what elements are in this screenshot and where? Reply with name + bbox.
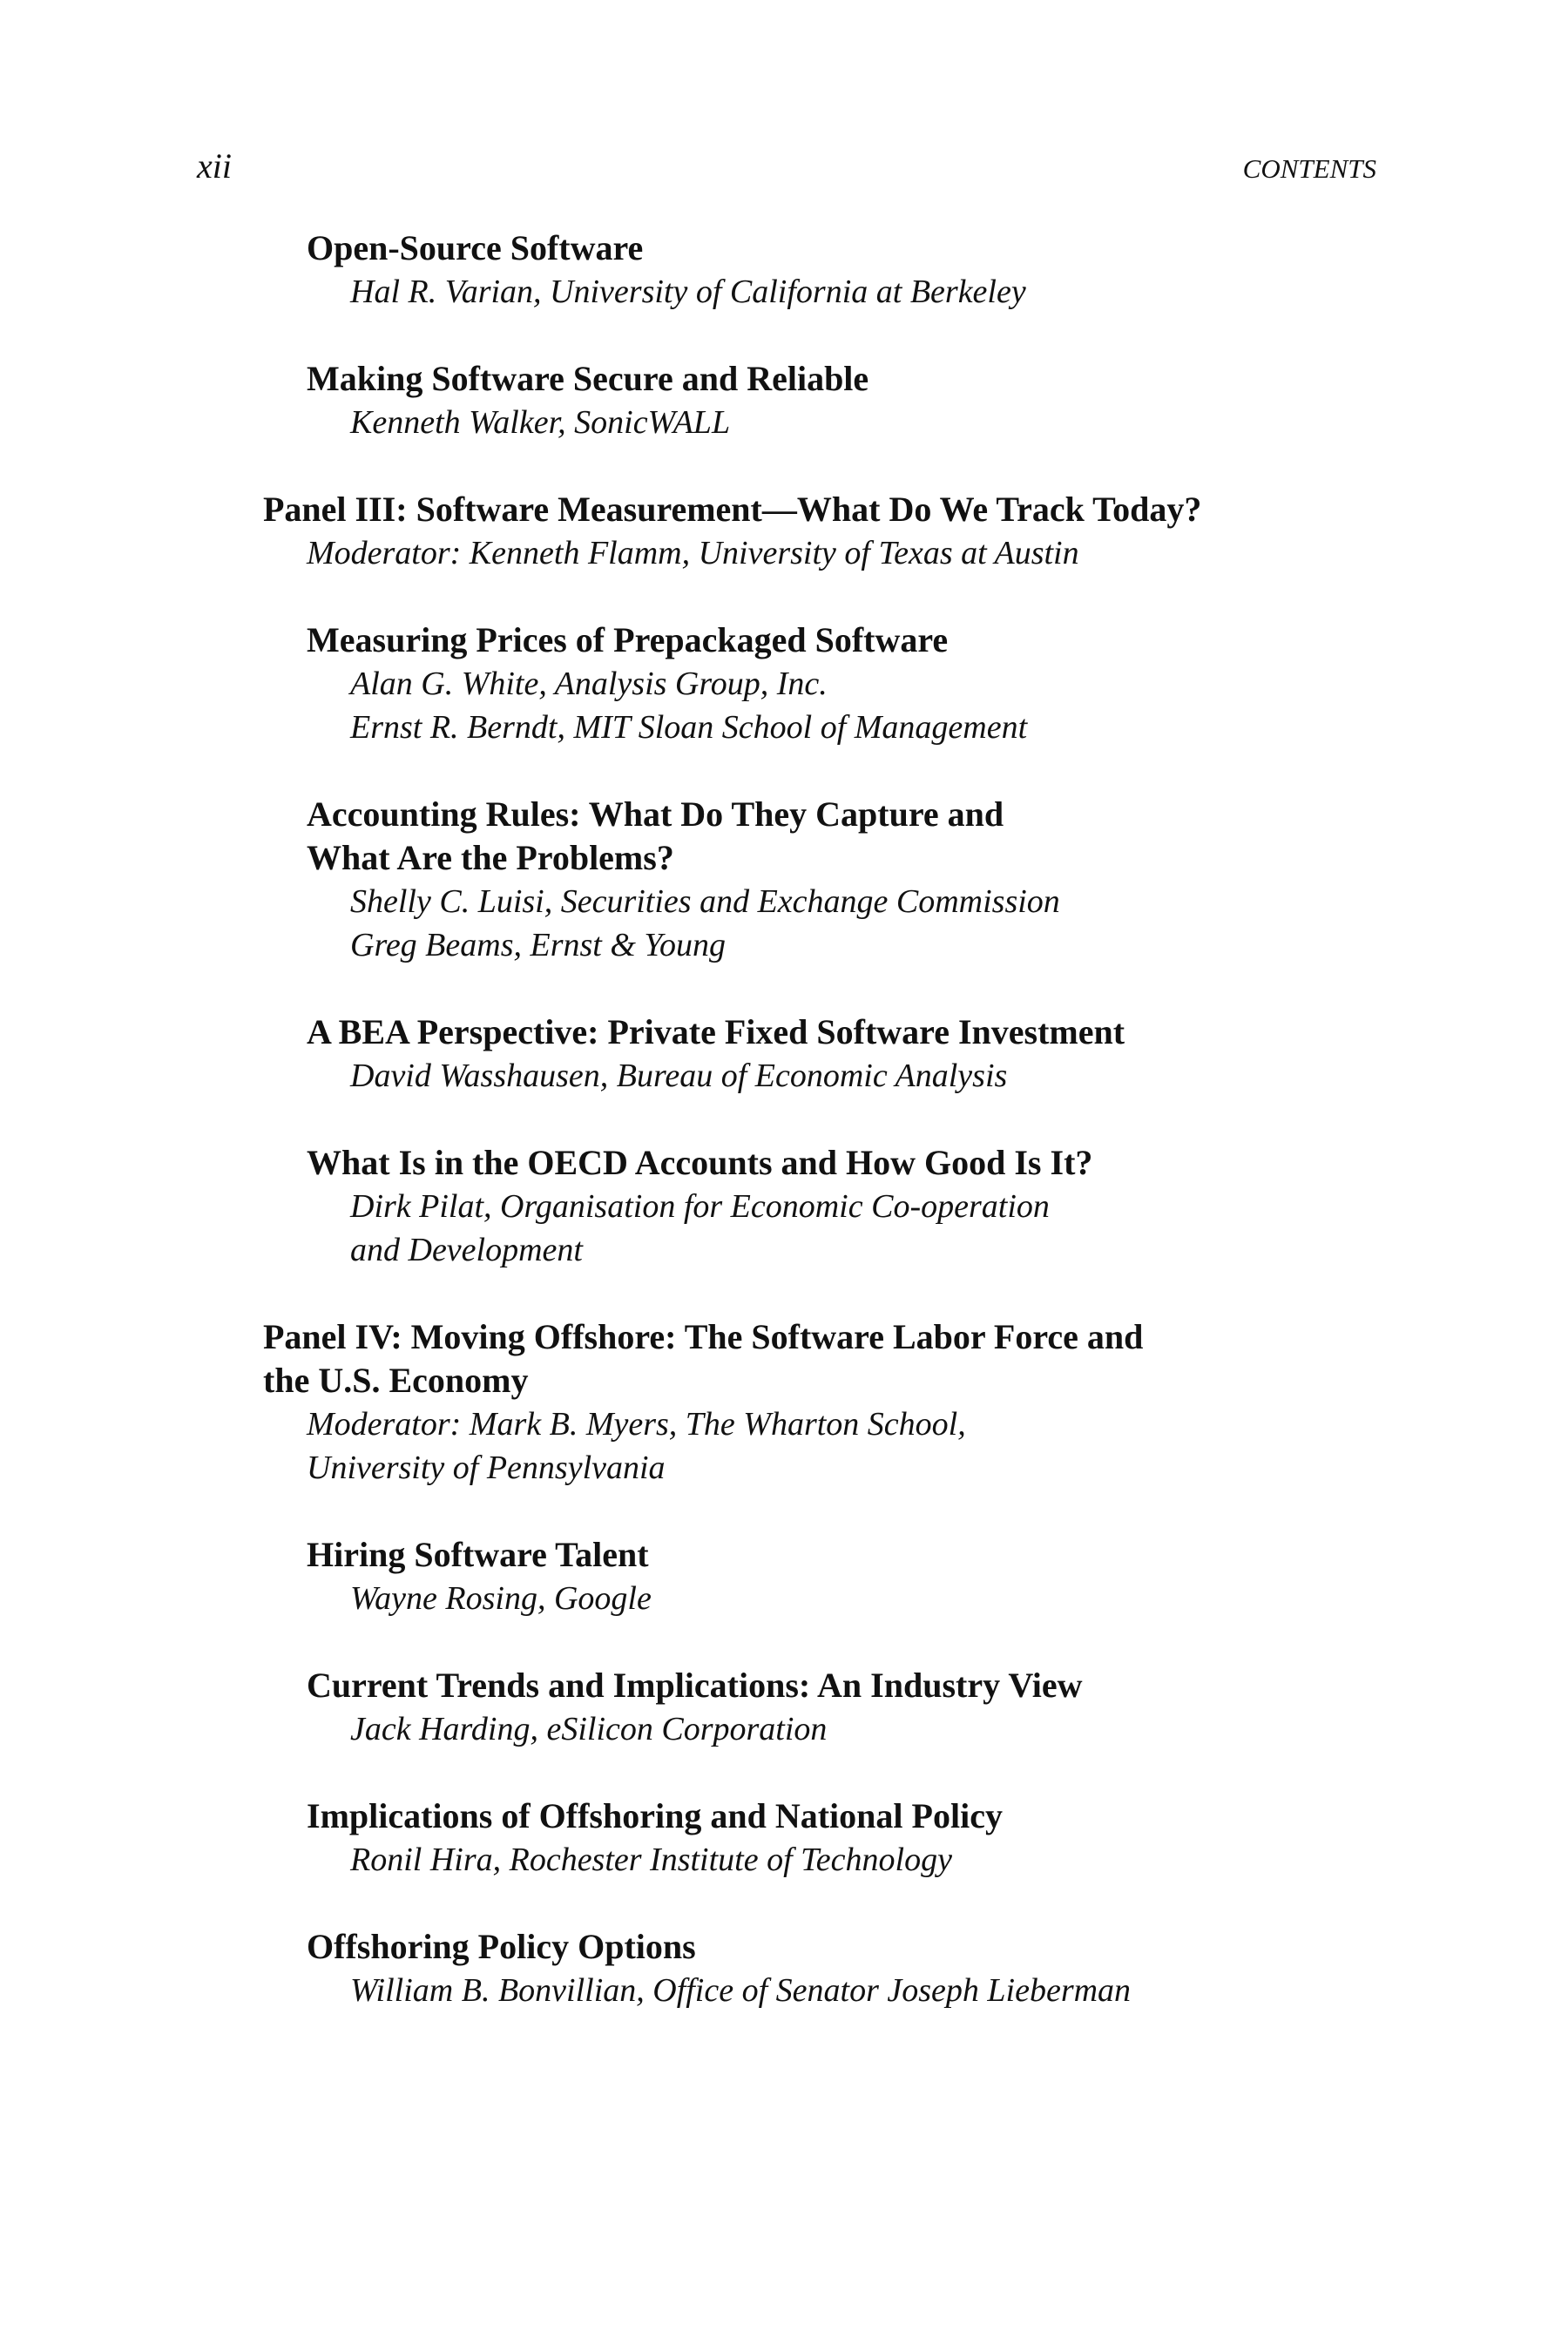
toc-entry-author: David Wasshausen, Bureau of Economic Analysis <box>350 1058 1008 1094</box>
toc-entry-author: Greg Beams, Ernst & Young <box>350 927 727 963</box>
toc-entry-author: William B. Bonvillian, Office of Senator Joseph Lieberman <box>350 1972 1132 2009</box>
toc-entry-author: Alan G. White, Analysis Group, Inc. <box>350 666 828 702</box>
toc-entry-title-continued: What Are the Problems? <box>307 838 674 877</box>
toc-entry-author: Ronil Hira, Rochester Institute of Technology <box>350 1842 952 1878</box>
toc-panel-title-continued: the U.S. Economy <box>263 1361 529 1400</box>
toc-entry-title: Implications of Offshoring and National Policy <box>307 1796 1003 1835</box>
toc-entry-title: A BEA Perspective: Private Fixed Software Investment <box>307 1012 1125 1051</box>
toc-entry-author: Kenneth Walker, SonicWALL <box>350 404 731 441</box>
toc-entry-author: Dirk Pilat, Organisation for Economic Co-operation <box>350 1188 1050 1225</box>
toc-panel-moderator-continued: University of Pennsylvania <box>307 1450 666 1486</box>
toc-entry-author: Shelly C. Luisi, Securities and Exchange Commission <box>350 883 1060 920</box>
toc-entry-title: Accounting Rules: What Do They Capture and <box>307 794 1004 834</box>
toc-panel-moderator: Moderator: Mark B. Myers, The Wharton School, <box>307 1406 966 1443</box>
toc-entry-title: Hiring Software Talent <box>307 1535 649 1574</box>
toc-entry-title: Offshoring Policy Options <box>307 1927 696 1966</box>
toc-entry-title: Current Trends and Implications: An Industry View <box>307 1666 1083 1705</box>
toc-entry-author: Wayne Rosing, Google <box>350 1580 652 1617</box>
toc-entry-title: Open-Source Software <box>307 228 644 267</box>
toc-entry-title: What Is in the OECD Accounts and How Good Is It? <box>307 1143 1093 1182</box>
page-number: xii <box>197 146 232 186</box>
toc-panel-title: Panel IV: Moving Offshore: The Software Labor Force and <box>263 1317 1144 1356</box>
toc-panel-moderator: Moderator: Kenneth Flamm, University of Texas at Austin <box>307 535 1079 571</box>
toc-entry-title: Measuring Prices of Prepackaged Software <box>307 620 949 659</box>
toc-entry-author: Jack Harding, eSilicon Corporation <box>350 1711 828 1747</box>
running-head: CONTENTS <box>1242 153 1376 184</box>
toc-entry-author: Hal R. Varian, University of California at Berkeley <box>350 274 1026 310</box>
toc-entry-author: Ernst R. Berndt, MIT Sloan School of Management <box>350 709 1028 746</box>
toc-entry-title: Making Software Secure and Reliable <box>307 359 869 398</box>
toc-entry-author-continued: and Development <box>350 1232 583 1268</box>
toc-panel-title: Panel III: Software Measurement—What Do We Track Today? <box>263 490 1202 529</box>
